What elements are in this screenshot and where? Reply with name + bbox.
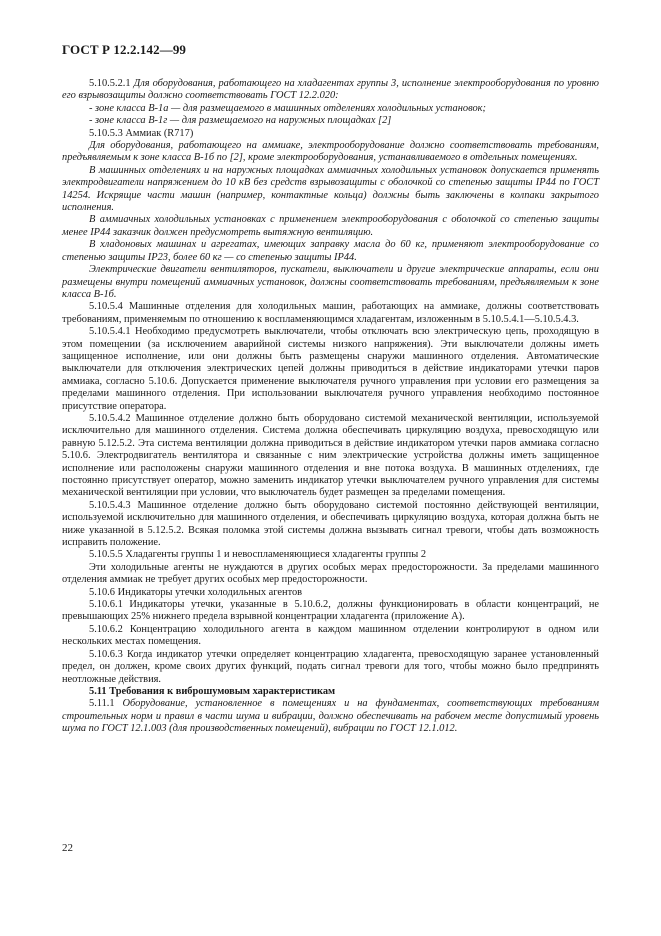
- document-body: [62, 78, 599, 736]
- paragraph: [62, 165, 599, 215]
- paragraph-text: Эти холодильные агенты не нуждаются в других особых мерах предосторожности. За пределами машинного отделения аммиак не требует других особых мер предосторожности.: [62, 561, 599, 586]
- paragraph-text: 5.10.5.4.1 Необходимо предусмотреть выключатели, чтобы отключать всю электрическую цепь, проходящую в этом помещении (за исключением аварийной системы низкого напряжения). Эти выключатели должны иметь защищенное исполнение, или они должны быть размещены снаружи машинного отделения. Автоматические выключатели для отключения электрических цепей должны приводиться в действие индикаторами утечки паров аммиака, согласно 5.10.6. Допускается применение выключателя ручного управления при условии его размещения за пределами машинного отделения. При использовании выключателя ручного управления необходимо постоянное присутствие оператора.: [62, 326, 599, 412]
- paragraph-text: Электрические двигатели вентиляторов, пускатели, выключатели и другие электрические аппараты, если они размещены внутри помещений аммиачных установок, должны соответствовать требованиям, предъявляемым к зоне класса В-1б.: [62, 264, 599, 300]
- paragraph: [62, 115, 599, 127]
- paragraph-text: 5.10.6 Индикаторы утечки холодильных агентов: [89, 586, 303, 598]
- paragraph: [62, 587, 599, 599]
- paragraph-text: 5.11 Требования к виброшумовым характеристикам: [89, 685, 336, 697]
- paragraph-text: 5.10.6.2 Концентрацию холодильного агента в каждом машинном отделении контролируют в одном или нескольких местах помещения.: [62, 623, 599, 648]
- paragraph: [62, 500, 599, 550]
- paragraph: [62, 128, 599, 140]
- paragraph-number: 5.10.5.2.1: [89, 78, 134, 89]
- paragraph-text: 5.10.5.3 Аммиак (R717): [89, 127, 194, 139]
- paragraph: [62, 599, 599, 624]
- page-number: 22: [62, 842, 73, 854]
- document-header: ГОСТ Р 12.2.142—99: [62, 42, 187, 57]
- paragraph-text: - зоне класса В-1а — для размещаемого в машинных отделениях холодильных установок;: [89, 102, 486, 114]
- paragraph: [62, 140, 599, 165]
- paragraph: [62, 686, 599, 698]
- paragraph: [62, 562, 599, 587]
- paragraph-text: Оборудование, установленное в помещениях и на фундаментах, соответствующих требованиям строительных норм и правил в части шума и вибрации, должно обеспечивать на рабочем месте допустимый уровень шума по ГОСТ 12.1.003 (для производственных помещений), вибрации по ГОСТ 12.1.012.: [62, 698, 599, 735]
- paragraph: [62, 301, 599, 326]
- paragraph-text: 5.10.6.3 Когда индикатор утечки определяет концентрацию хладагента, превосходящую заранее установленный предел, он должен, кроме своих других функций, подать сигнал тревоги для того, чтобы можно было предпринять неотложные действия.: [62, 648, 599, 685]
- paragraph-text: - зоне класса В-1г — для размещаемого на наружных площадках [2]: [89, 115, 392, 127]
- paragraph-text: В аммиачных холодильных установках с применением электрооборудования с оболочкой со степенью защиты менее IP44 заказчик должен предусмотреть вытяжную вентиляцию.: [62, 214, 599, 238]
- paragraph-text: Для оборудования, работающего на хладагентах группы 3, исполнение электрооборудования по уровню его взрывозащиты должно соответствовать ГОСТ 12.2.020:: [62, 78, 599, 102]
- paragraph-text: 5.10.5.4.3 Машинное отделение должно быть оборудовано системой постоянно действующей вентиляции, используемой исключительно для машинного отделения, и обеспечивать циркуляцию воздуха, которая должна быть не ниже указанной в 5.12.5.2. Всякая поломка этой системы должна вызывать сигнал тревоги, чтобы дать возможность исправить положение.: [62, 499, 599, 549]
- paragraph: [62, 624, 599, 649]
- paragraph: [62, 649, 599, 686]
- paragraph: [62, 698, 599, 735]
- paragraph: [62, 549, 599, 561]
- paragraph-text: В хладоновых машинах и агрегатах, имеющих заправку масла до 60 кг, применяют электрооборудование со степенью защиты IP23, более 60 кг — со степенью защиты IP44.: [62, 239, 599, 263]
- paragraph: [62, 214, 599, 239]
- paragraph-text: Для оборудования, работающего на аммиаке, электрооборудование должно соответствовать требованиям, предъявляемым к зоне класса В-1б по [2], кроме электрооборудования, устанавливаемого в отдельных помещениях.: [62, 140, 599, 164]
- paragraph-text: 5.10.5.5 Хладагенты группы 1 и невоспламеняющиеся хладагенты группы 2: [89, 549, 427, 561]
- paragraph: [62, 103, 599, 115]
- paragraph: [62, 78, 599, 103]
- paragraph-text: В машинных отделениях и на наружных площадках аммиачных холодильных установок допускается применять электродвигатели напряжением до 10 кВ без средств взрывозащиты с оболочкой со степенью защиты IP44 по ГОСТ 14254. Искрящие части машин (например, контактные кольца) должны быть заключены в колпаки закрытого исполнения.: [62, 164, 599, 214]
- paragraph-text: 5.10.6.1 Индикаторы утечки, указанные в 5.10.6.2, должны функционировать в области концентраций, не превышающих 25% нижнего предела взрывной концентрации хладагента (приложение А).: [62, 599, 599, 623]
- paragraph: [62, 413, 599, 500]
- paragraph-number: 5.11.1: [89, 698, 123, 710]
- paragraph: [62, 239, 599, 264]
- paragraph: [62, 326, 599, 413]
- paragraph-text: 5.10.5.4 Машинные отделения для холодильных машин, работающих на аммиаке, должны соответствовать требованиям, применяемым по отношению к воспламеняющимся хладагентам, изложенным в 5.10.5.4.1—5.10.5.4.3.: [62, 301, 599, 325]
- paragraph: [62, 264, 599, 301]
- paragraph-text: 5.10.5.4.2 Машинное отделение должно быть оборудовано системой механической вентиляции, используемой исключительно для машинного отделения. Система должна обеспечивать циркуляцию воздуха, превосходящую или равную 5.12.5.2. Эта система вентиляции должна приводиться в действие индикатором утечки паров аммиака согласно 5.10.6. Электродвигатель вентилятора и связанные с ним электрические устройства должны иметь защищенное исполнение или расположены снаружи машинного отделения и вне потока воздуха. В машинных отделениях, где постоянно присутствует оператор, можно заменить индикатор утечки выключателем ручного управления для системы механической вентиляции при условии, что выключатель будет размещен за пределами помещения.: [62, 412, 599, 499]
